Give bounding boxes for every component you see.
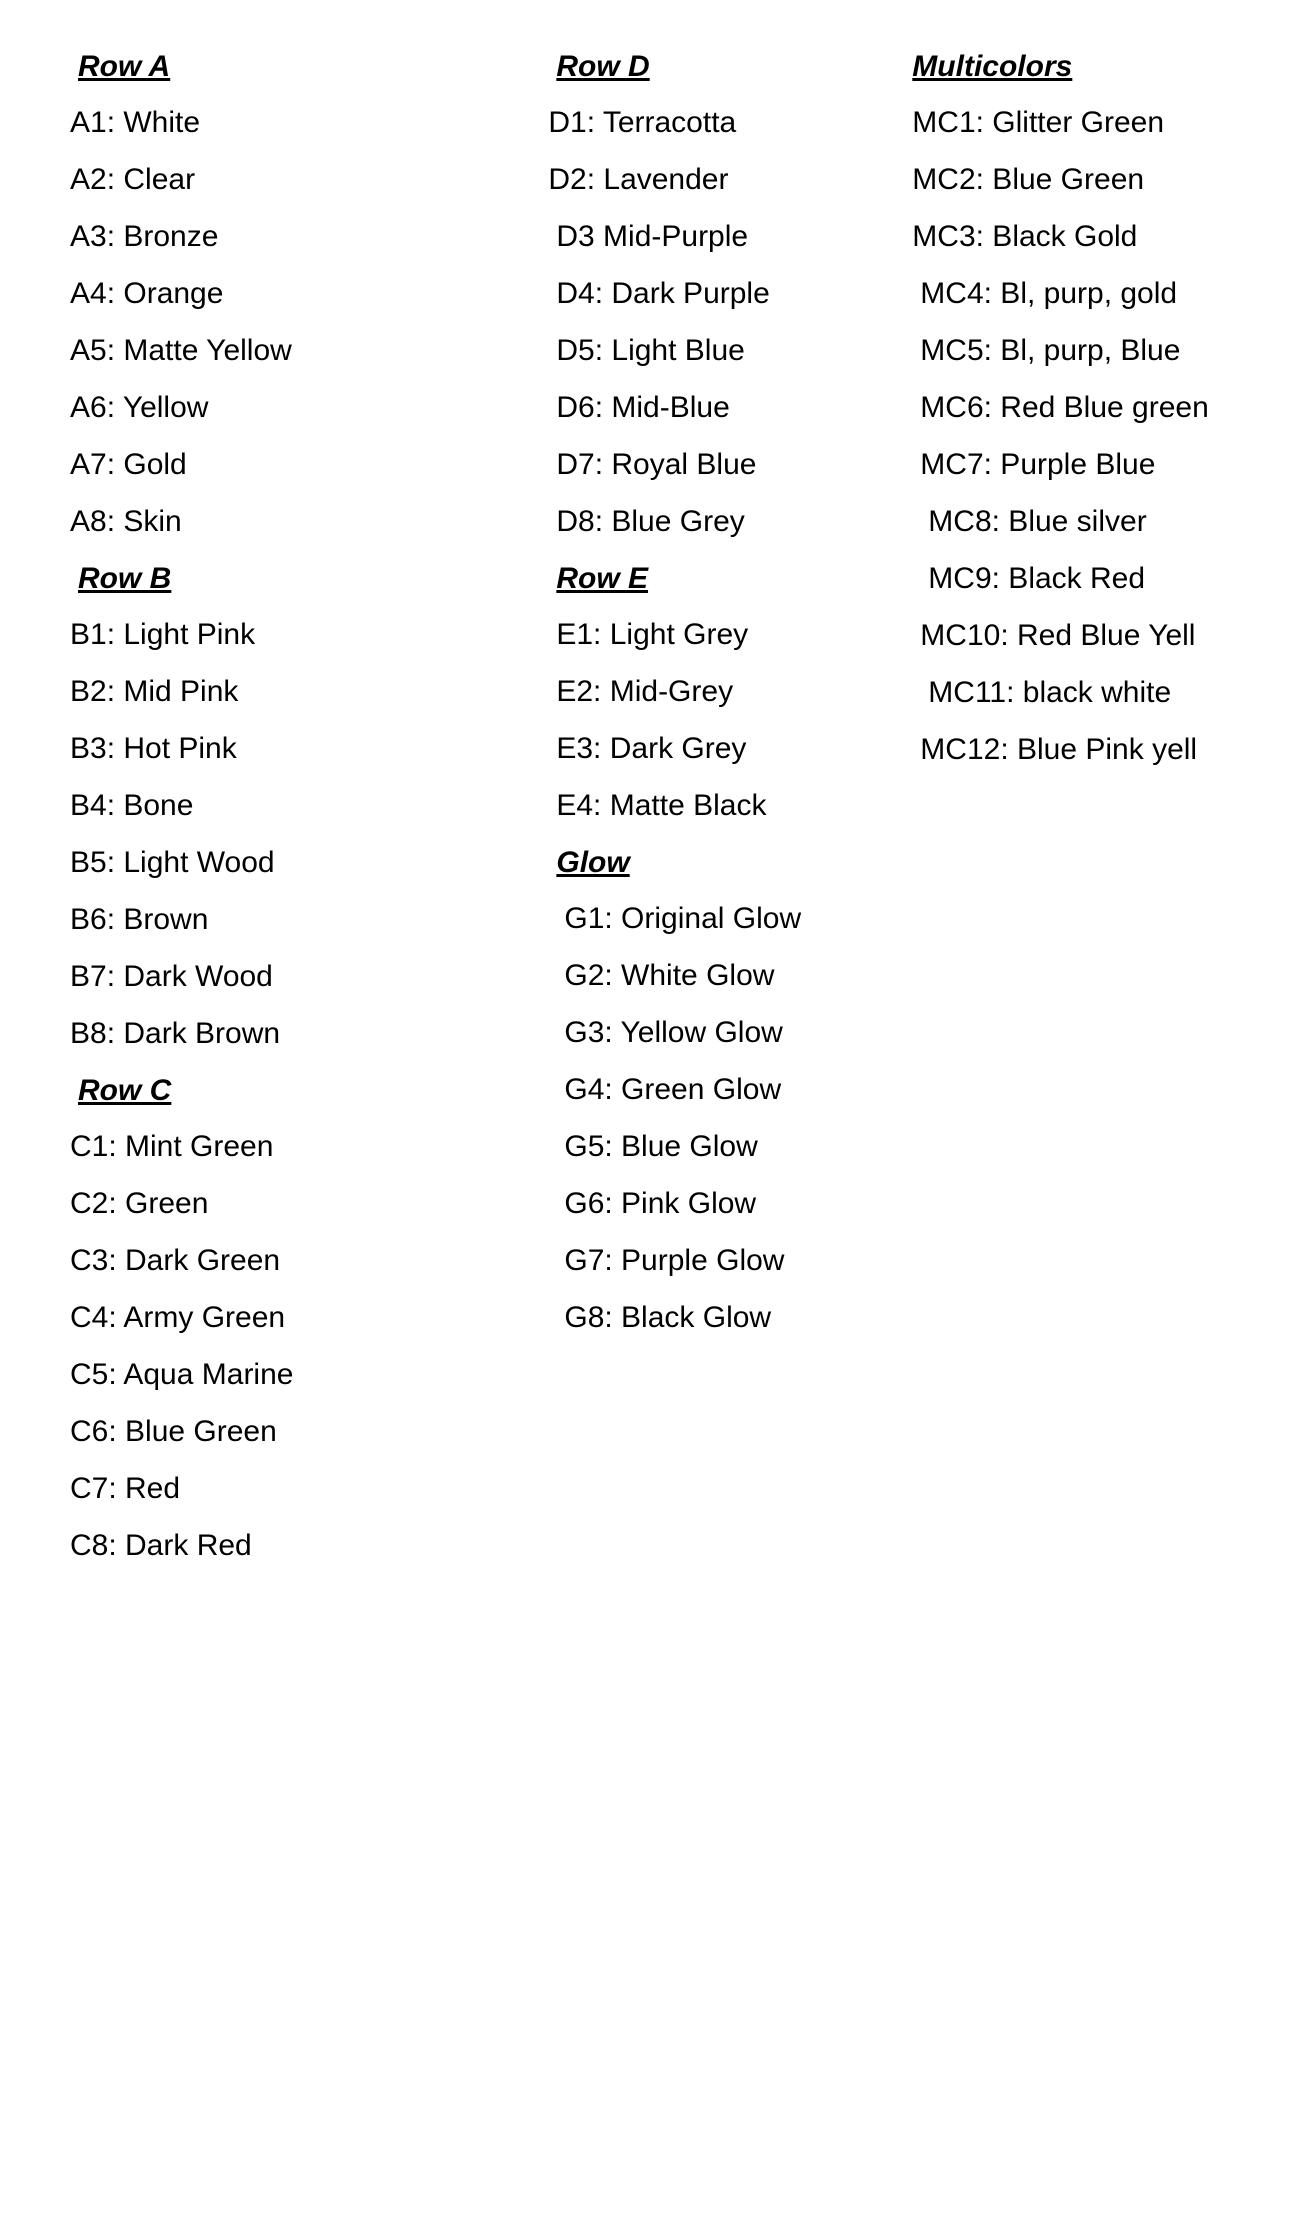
list-item: A5: Matte Yellow	[70, 334, 292, 367]
list-item: G1: Original Glow	[564, 902, 802, 935]
list-item: D1: Terracotta	[548, 106, 737, 139]
list-item: G3: Yellow Glow	[564, 1016, 783, 1049]
list-item: MC9: Black Red	[928, 562, 1146, 595]
list-item: B1: Light Pink	[70, 618, 256, 651]
list-item: C7: Red	[70, 1472, 181, 1505]
list-item: D7: Royal Blue	[556, 448, 757, 481]
list-item: D5: Light Blue	[556, 334, 745, 367]
list-item: B7: Dark Wood	[70, 960, 273, 993]
list-item: C1: Mint Green	[70, 1130, 274, 1163]
list-item: MC7: Purple Blue	[920, 448, 1156, 481]
list-item: MC3: Black Gold	[912, 220, 1138, 253]
heading-row-d-wrap	[548, 52, 852, 82]
list-item: B5: Light Wood	[70, 846, 275, 879]
list-item: E1: Light Grey	[556, 618, 749, 651]
columns-container	[40, 52, 1250, 1561]
list-item: G5: Blue Glow	[564, 1130, 758, 1163]
heading-multicolors: Multicolors	[912, 50, 1073, 83]
column-middle	[458, 52, 852, 1333]
column-left	[40, 52, 458, 1561]
list-item: G2: White Glow	[564, 959, 775, 992]
list-item: B4: Bone	[70, 789, 194, 822]
list-item: MC6: Red Blue green	[920, 391, 1209, 424]
list-item: D6: Mid-Blue	[556, 391, 730, 424]
list-item: A2: Clear	[70, 163, 196, 196]
list-item: C3: Dark Green	[70, 1244, 281, 1277]
list-item: A6: Yellow	[70, 391, 209, 424]
list-item: C5: Aqua Marine	[70, 1358, 294, 1391]
list-item: B2: Mid Pink	[70, 675, 239, 708]
list-item: B3: Hot Pink	[70, 732, 237, 765]
list-item: MC8: Blue silver	[928, 505, 1147, 538]
list-item: C4: Army Green	[70, 1301, 286, 1334]
list-item: D3 Mid-Purple	[556, 220, 749, 253]
list-item: C6: Blue Green	[70, 1415, 277, 1448]
heading-row-b: Row B	[78, 562, 172, 595]
list-item: D4: Dark Purple	[556, 277, 770, 310]
list-item: E3: Dark Grey	[556, 732, 747, 765]
heading-row-e-wrap	[548, 564, 852, 594]
list-item: G4: Green Glow	[564, 1073, 782, 1106]
list-item: E2: Mid-Grey	[556, 675, 734, 708]
column-right	[852, 52, 1250, 765]
heading-glow-wrap	[548, 848, 852, 878]
list-item: MC4: Bl, purp, gold	[920, 277, 1178, 310]
list-item: B6: Brown	[70, 903, 209, 936]
list-item: A4: Orange	[70, 277, 224, 310]
list-item: MC10: Red Blue Yell	[920, 619, 1196, 652]
list-item: MC5: Bl, purp, Blue	[920, 334, 1181, 367]
list-item: C2: Green	[70, 1187, 209, 1220]
heading-row-a: Row A	[78, 50, 171, 83]
heading-multicolors-wrap	[912, 52, 1250, 82]
list-item: C8: Dark Red	[70, 1529, 252, 1562]
heading-row-d: Row D	[556, 50, 650, 83]
heading-row-b-wrap	[70, 564, 458, 594]
list-item: A1: White	[70, 106, 201, 139]
heading-glow: Glow	[556, 846, 630, 879]
list-item: MC12: Blue Pink yell	[920, 733, 1198, 766]
list-item: E4: Matte Black	[556, 789, 767, 822]
list-item: D8: Blue Grey	[556, 505, 745, 538]
list-item: D2: Lavender	[548, 163, 729, 196]
list-item: MC11: black white	[928, 676, 1172, 709]
list-item: G6: Pink Glow	[564, 1187, 757, 1220]
list-item: MC1: Glitter Green	[912, 106, 1165, 139]
list-item: A3: Bronze	[70, 220, 219, 253]
heading-row-c: Row C	[78, 1074, 172, 1107]
heading-row-c-wrap	[70, 1076, 458, 1106]
list-item: B8: Dark Brown	[70, 1017, 281, 1050]
list-item: G8: Black Glow	[564, 1301, 772, 1334]
list-item: G7: Purple Glow	[564, 1244, 785, 1277]
list-item: A8: Skin	[70, 505, 182, 538]
list-item: A7: Gold	[70, 448, 187, 481]
heading-row-a-wrap	[70, 52, 458, 82]
list-item: MC2: Blue Green	[912, 163, 1145, 196]
heading-row-e: Row E	[556, 562, 649, 595]
